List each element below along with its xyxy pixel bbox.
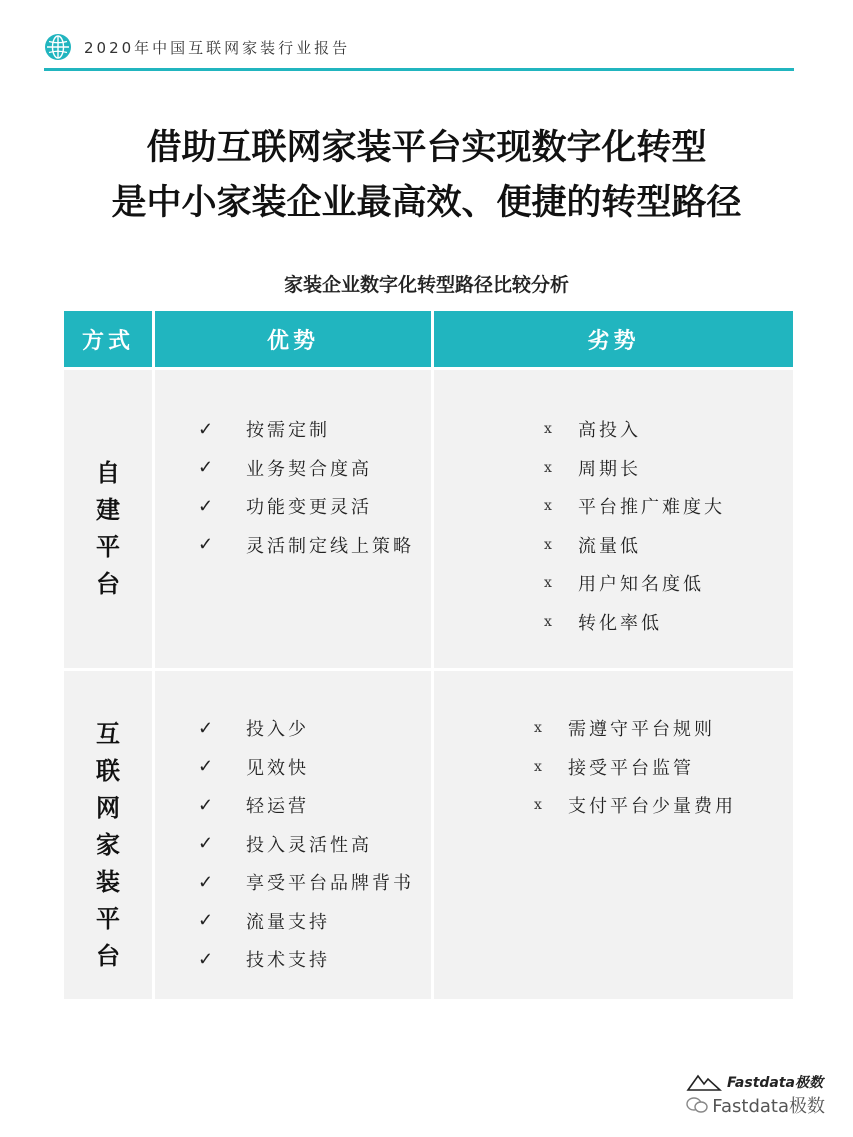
list-item: ✓ 灵活制定线上策略 <box>198 534 414 557</box>
row2-disadvantages-cell <box>434 671 793 999</box>
check-icon: ✓ <box>198 495 217 517</box>
x-icon: x <box>544 536 555 553</box>
row1-disadvantages-list <box>544 410 725 641</box>
x-icon: x <box>544 498 555 515</box>
list-item: ✓ 流量支持 <box>198 910 330 933</box>
row2-advantages-cell <box>155 671 431 999</box>
check-icon: ✓ <box>198 833 217 855</box>
x-icon: x <box>544 421 555 438</box>
row2-method-cell <box>64 671 152 999</box>
row2-method-label: 互 联 网 家 装 平 台 <box>96 719 120 970</box>
list-item: ✓ 功能变更灵活 <box>198 495 372 519</box>
mountain-logo-icon <box>686 1072 722 1094</box>
check-icon: ✓ <box>198 871 217 893</box>
watermark <box>686 1092 825 1118</box>
check-icon: ✓ <box>198 717 217 739</box>
x-icon: x <box>544 613 555 630</box>
check-icon: ✓ <box>198 534 217 556</box>
check-icon: ✓ <box>198 948 217 970</box>
header-advantages: 优势 <box>155 311 431 367</box>
list-item: x 支付平台少量费用 <box>534 796 736 818</box>
page-title-line2: 是中小家装企业最高效、便捷的转型路径 <box>111 183 742 223</box>
list-item: ✓ 技术支持 <box>198 948 330 972</box>
page-title-line1: 借助互联网家装平台实现数字化转型 <box>146 128 707 168</box>
list-item: x 转化率低 <box>544 612 662 634</box>
wechat-icon <box>686 1096 708 1114</box>
table-caption: 家装企业数字化转型路径比较分析 <box>283 274 569 296</box>
list-item: x 接受平台监管 <box>534 757 694 779</box>
list-item: ✓ 享受平台品牌背书 <box>198 871 414 895</box>
list-item: ✓ 见效快 <box>198 756 309 779</box>
brand-logo <box>686 1072 823 1094</box>
globe-icon <box>44 33 72 61</box>
watermark-text: Fastdata极数 <box>712 1096 825 1117</box>
row1-disadvantages-cell <box>434 370 793 668</box>
list-item: ✓ 业务契合度高 <box>198 457 372 480</box>
check-icon: ✓ <box>198 794 217 816</box>
list-item: ✓ 轻运营 <box>198 794 309 818</box>
row1-method-cell <box>64 370 152 668</box>
list-item: x 用户知名度低 <box>544 574 704 596</box>
x-icon: x <box>534 758 545 775</box>
check-icon: ✓ <box>198 418 217 440</box>
check-icon: ✓ <box>198 910 217 932</box>
x-icon: x <box>534 720 545 737</box>
report-title: 2020年中国互联网家装行业报告 <box>84 39 351 57</box>
list-item: ✓ 投入灵活性高 <box>198 833 372 856</box>
check-icon: ✓ <box>198 457 217 479</box>
list-item: ✓ 按需定制 <box>198 418 330 442</box>
check-icon: ✓ <box>198 756 217 778</box>
row1-advantages-cell <box>155 370 431 668</box>
logo-text: Fastdata极数 <box>726 1075 823 1091</box>
row1-method-label: 自 建 平 台 <box>96 458 120 598</box>
header-divider <box>44 68 794 71</box>
list-item: x 需遵守平台规则 <box>534 719 715 741</box>
header-method: 方式 <box>64 311 152 367</box>
row2-advantages-list <box>198 709 414 979</box>
row2-disadvantages-list <box>534 709 736 825</box>
x-icon: x <box>544 459 555 476</box>
list-item: x 高投入 <box>544 420 641 442</box>
header-disadvantages: 劣势 <box>434 311 793 367</box>
list-item: ✓ 投入少 <box>198 717 309 741</box>
list-item: x 平台推广难度大 <box>544 497 725 519</box>
list-item: x 周期长 <box>544 458 641 480</box>
list-item: x 流量低 <box>544 535 641 557</box>
x-icon: x <box>534 797 545 814</box>
x-icon: x <box>544 575 555 592</box>
row1-advantages-list <box>198 410 414 564</box>
